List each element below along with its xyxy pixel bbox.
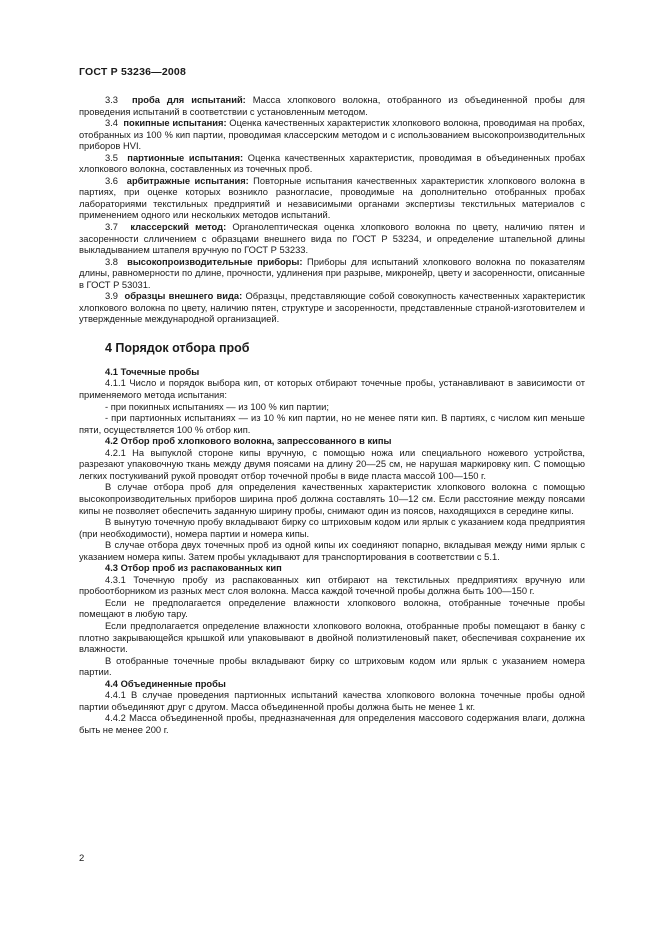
clause-4-4-2: 4.4.2 Масса объединенной пробы, предназначенная для определения массового содержания влаги, должна быть не менее 200 г. — [79, 713, 585, 735]
page-number: 2 — [79, 853, 85, 864]
subsection-4-4-title: 4.4 Объединенные пробы — [105, 678, 226, 689]
paragraph: Если предполагается определение влажности хлопкового волокна, отобранные пробы помещают в банку с плотно закрывающейся крышкой или упаковывают в двойной полиэтиленовый пакет, обеспечивая сохранение их влажности. — [79, 620, 585, 655]
bullet-item: - при партионных испытаниях — из 10 % кип партии, но не менее пяти кип. В партиях, с числом кип меньше пяти, осуществляется 100 % отбор кип. — [79, 413, 585, 435]
subsection-4-1-title: 4.1 Точечные пробы — [105, 366, 200, 377]
clause-4-4-1: 4.4.1 В случае проведения партионных испытаний качества хлопкового волокна точечные пробы одной партии объединяют друг с другом. Масса объединенной пробы должна быть не менее 1 кг. — [79, 690, 585, 712]
paragraph: В случае отбора проб для определения качественных характеристик хлопкового волокна с помощью высокопроизводительных приборов ширина проб должна составлять 10—12 см. Если расстояние между поясами кипы не позволяет обеспечить заданную ширину пробы, снимают один из поясов, находящихся в середине кипы. — [79, 482, 585, 516]
paragraph: В вынутую точечную пробу вкладывают бирку со штриховым кодом или ярлык с указанием кода предприятия (при необходимости), номера партии и номера кипы. — [79, 517, 585, 539]
paragraph: В случае отбора двух точечных проб из одной кипы их соединяют попарно, вкладывая между ними ярлык с указанием номера кипы. Затем пробы укладывают для транспортирования в соответствии с 5.1. — [79, 540, 585, 562]
term-3-4: 3.4 покипные испытания: Оценка качественных характеристик хлопкового волокна, проводимая на пробах, отобранных из 100 % кип партии, проводимая классерским методом и с использованием высокопроизводительных приборов HVI. — [79, 118, 585, 152]
paragraph: В отобранные точечные пробы вкладывают бирку со штриховым кодом или ярлык с указанием номера партии. — [79, 655, 585, 678]
subsection-4-3-title: 4.3 Отбор проб из распакованных кип — [105, 563, 282, 574]
subsection-4-2-title: 4.2 Отбор проб хлопкового волокна, запрессованного в кипы — [105, 436, 392, 447]
term-3-9: 3.9 образцы внешнего вида: Образцы, представляющие собой совокупность качественных характеристик хлопкового волокна по цвету, наличию пятен, структуре и засоренности, представленные страной-изготовителем и утвержденные международной организацией. — [79, 291, 585, 325]
clause-4-2-1: 4.2.1 На выпуклой стороне кипы вручную, с помощью ножа или специального ножевого устройства, разрезают упаковочную ткань между двумя поясами на длину 20—25 см, не нарушая маркировку кип. С помощью легких постукиваний рукой проводят отбор точечной пробы в виде пласта массой 100—150 г. — [79, 447, 585, 481]
bullet-item: - при покипных испытаниях — из 100 % кип партии; — [105, 401, 329, 412]
clause-4-3-1: 4.3.1 Точечную пробу из распакованных кип отбирают на текстильных предприятиях вручную или пробоотборником из разных мест слоя волокна. Масса каждой точечной пробы должна быть 100—150 г. — [79, 574, 585, 597]
term-3-7: 3.7 классерский метод: Органолептическая оценка хлопкового волокна по цвету, наличию пятен и засоренности слличением с образцами внешнего вида по ГОСТ Р 53234, и определение штапельной длины выкладыванием штапеля вручную по ГОСТ Р 53233. — [79, 222, 585, 256]
document-header: ГОСТ Р 53236—2008 — [79, 66, 187, 78]
document-body — [79, 95, 585, 736]
paragraph: Если не предполагается определение влажности хлопкового волокна, отобранные точечные пробы помещают в любую тару. — [79, 597, 585, 620]
term-3-6: 3.6 арбитражные испытания: Повторные испытания качественных характеристик хлопкового волокна в партиях, при оценке которых возникло разногласие, проводимые на дополнительно отобранных пробах лабораториями текстильных предприятий и независимыми органами экспертизы текстильных материалов с применением одного или нескольких методов испытаний. — [79, 175, 585, 221]
term-3-5: 3.5 партионные испытания: Оценка качественных характеристик, проводимая в объединенных пробах хлопкового волокна, составленных из точечных проб. — [79, 152, 585, 175]
clause-4-1-1: 4.1.1 Число и порядок выбора кип, от которых отбирают точечные пробы, устанавливают в зависимости от применяемого метода испытания: — [79, 378, 585, 401]
term-3-3: 3.3 проба для испытаний: Масса хлопкового волокна, отобранного из объединенной пробы для проведения испытаний в соответствии с установленным методом. — [79, 95, 585, 117]
section-4-title: 4 Порядок отбора проб — [105, 340, 250, 355]
term-3-8: 3.8 высокопроизводительные приборы: Приборы для испытаний хлопкового волокна по показателям длины, равномерности по длине, прочности, удлинения при разрыве, микронейр, цвету и засоренности, описанные в ГОСТ Р 53031. — [79, 256, 585, 290]
